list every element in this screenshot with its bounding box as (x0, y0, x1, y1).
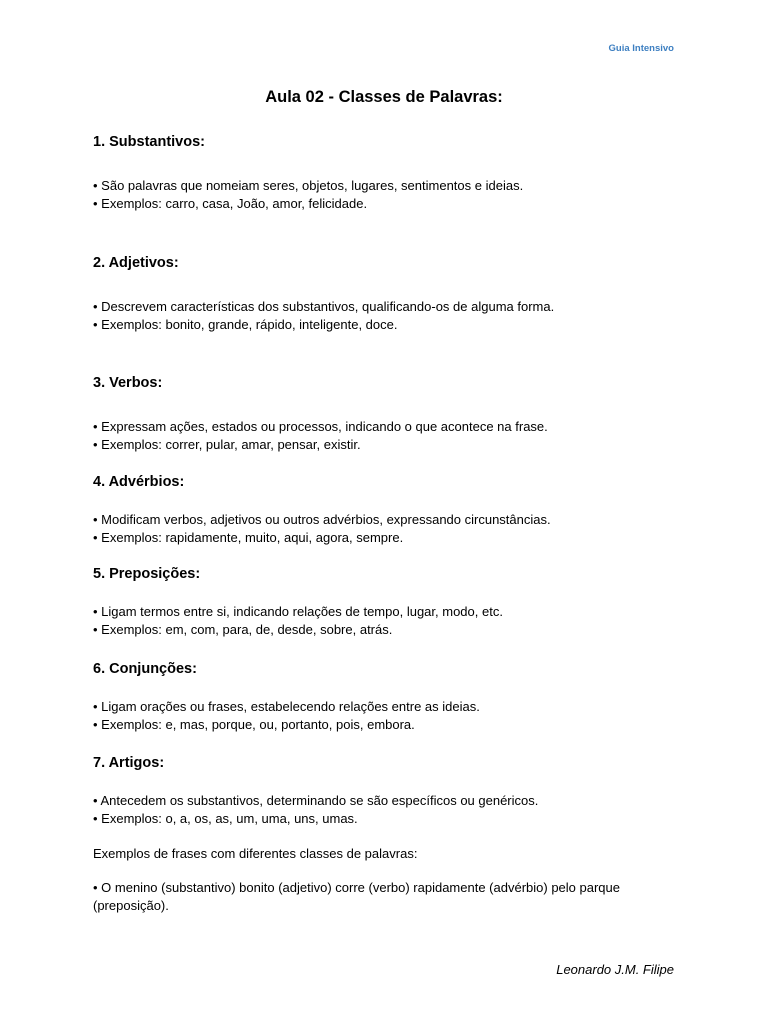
section-heading: 6. Conjunções: (93, 661, 197, 677)
bullet-item: • Exemplos: o, a, os, as, um, uma, uns, umas. (93, 810, 358, 826)
section-heading: 2. Adjetivos: (93, 255, 179, 271)
bullet-item: • São palavras que nomeiam seres, objetos, lugares, sentimentos e ideias. (93, 178, 524, 193)
bullet-item: • Modificam verbos, adjetivos ou outros advérbios, expressando circunstâncias. (93, 512, 551, 527)
bullet-item: • Exemplos: rapidamente, muito, aqui, agora, sempre. (93, 529, 404, 545)
section-substantivos (93, 133, 693, 212)
bullet-list (93, 298, 693, 333)
bullet-item: • Ligam orações ou frases, estabelecendo relações entre as ideias. (93, 699, 480, 714)
bullet-list (93, 418, 693, 453)
bullet-item: • Exemplos: em, com, para, de, desde, sobre, atrás. (93, 621, 393, 637)
author-signature: Leonardo J.M. Filipe (556, 962, 674, 977)
section-heading: 3. Verbos: (93, 375, 163, 391)
section-verbos (93, 374, 693, 453)
bullet-list (93, 511, 693, 546)
section-heading: 5. Preposições: (93, 566, 201, 582)
header-tag: Guia Intensivo (608, 43, 674, 54)
example-sentence: • O menino (substantivo) bonito (adjetivo) corre (verbo) rapidamente (advérbio) pelo parque (preposição). (93, 880, 620, 913)
section-adjetivos (93, 254, 693, 333)
page-title: Aula 02 - Classes de Palavras: (265, 88, 503, 106)
bullet-item: • Exemplos: bonito, grande, rápido, inteligente, doce. (93, 316, 398, 332)
examples-intro: Exemplos de frases com diferentes classes de palavras: (93, 846, 418, 861)
bullet-list (93, 792, 693, 827)
section-conjuncoes (93, 660, 693, 733)
section-heading: 7. Artigos: (93, 755, 165, 771)
bullet-list (93, 698, 693, 733)
section-artigos (93, 754, 693, 827)
bullet-item: • Exemplos: e, mas, porque, ou, portanto, pois, embora. (93, 716, 415, 732)
section-adverbios (93, 473, 693, 546)
bullet-list (93, 603, 693, 638)
bullet-list (93, 177, 693, 212)
bullet-item: • Expressam ações, estados ou processos, indicando o que acontece na frase. (93, 419, 548, 434)
bullet-item: • Antecedem os substantivos, determinando se são específicos ou genéricos. (93, 793, 539, 808)
bullet-item: • Exemplos: carro, casa, João, amor, felicidade. (93, 195, 368, 211)
bullet-item: • Exemplos: correr, pular, amar, pensar, existir. (93, 436, 361, 452)
section-heading: 1. Substantivos: (93, 134, 205, 150)
bullet-item: • Descrevem características dos substantivos, qualificando-os de alguma forma. (93, 299, 555, 314)
section-heading: 4. Advérbios: (93, 474, 185, 490)
section-preposicoes (93, 565, 693, 638)
bullet-item: • Ligam termos entre si, indicando relações de tempo, lugar, modo, etc. (93, 604, 503, 619)
